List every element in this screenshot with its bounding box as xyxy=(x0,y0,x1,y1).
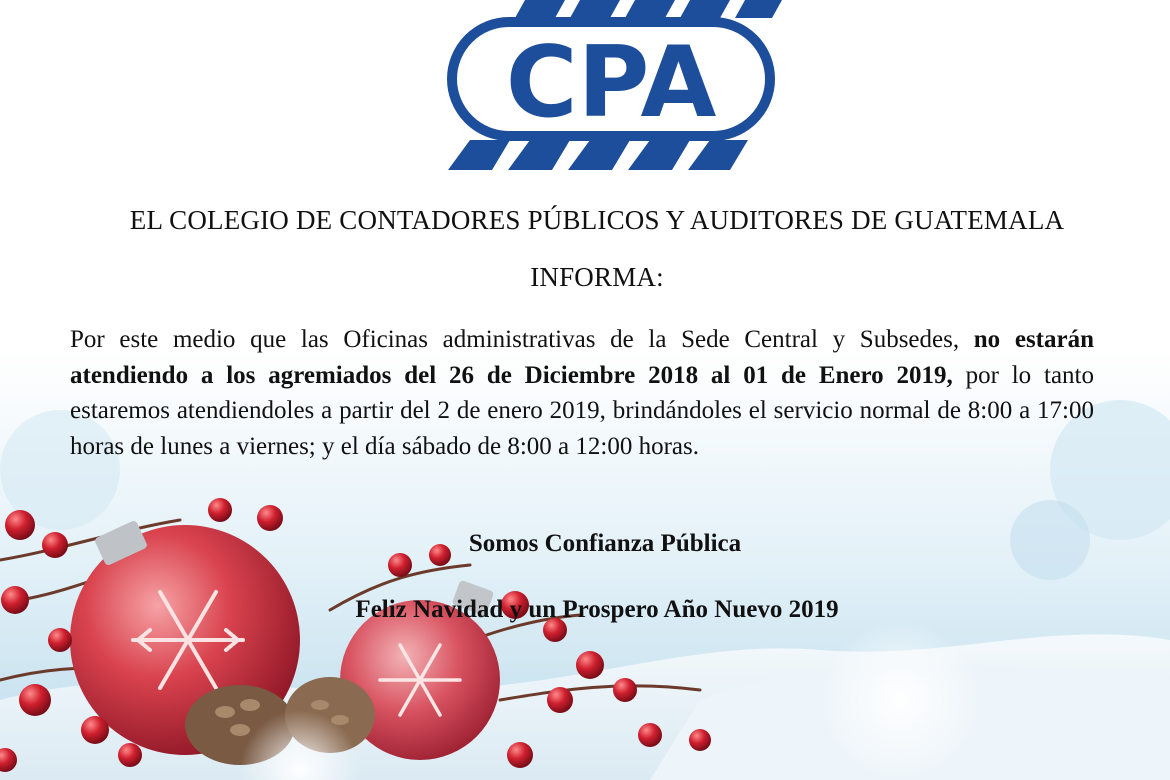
cpa-logo-text: CPA xyxy=(505,26,717,140)
cpa-logo xyxy=(430,0,790,175)
organization-name: EL COLEGIO DE CONTADORES PÚBLICOS Y AUDITORES DE GUATEMALA xyxy=(129,205,1065,235)
notice-text-part1: Por este medio que las Oficinas administrativas de la Sede Central y Subsedes, xyxy=(70,326,974,353)
slogan-text: Somos Confianza Pública xyxy=(468,530,742,557)
notice-paragraph xyxy=(70,322,1094,464)
informa-heading: INFORMA: xyxy=(530,262,664,292)
greeting-text: Feliz Navidad y un Prospero Año Nuevo 2019 xyxy=(355,596,839,623)
notice-text-bold: no estarán atendiendo a los agremiados del 26 de Diciembre 2018 al 01 de Enero 2019, xyxy=(70,326,1094,389)
notice-text-part2: por lo tanto estaremos atendiendoles a partir del 2 de enero 2019, brindándoles el servicio normal de 8:00 a 17:00 horas de lunes a viernes; y el día sábado de 8:00 a 12:00 horas. xyxy=(70,361,1094,460)
